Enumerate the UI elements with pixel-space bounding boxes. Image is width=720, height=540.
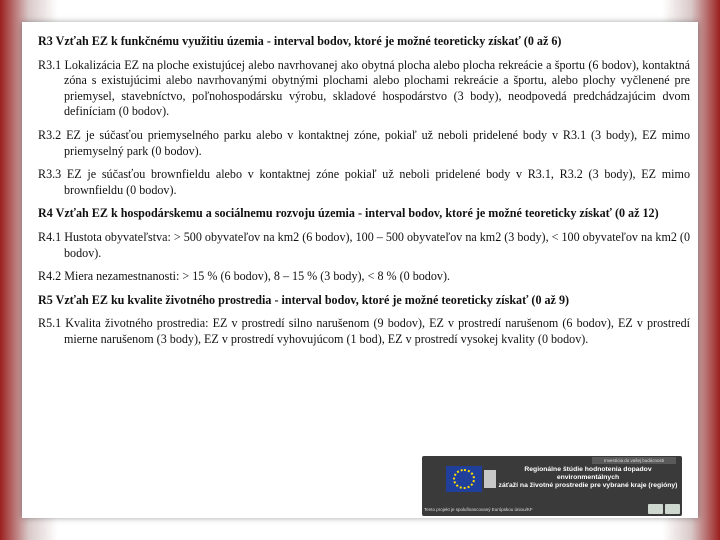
criterion-r3-3: R3.3 EZ je súčasťou brownfieldu alebo v kontaktnej zóne pokiaľ už neboli pridelené body v R3.1, R3.2 (3 body), EZ mimo brownfieldu (0 bodov). <box>38 167 690 197</box>
partner-logos <box>648 504 680 514</box>
footer-title-line-2: záťaží na životné prostredie pre vybrané kraje (regióny) <box>498 482 678 489</box>
slide <box>22 22 698 518</box>
footer-project-title <box>498 466 678 490</box>
criterion-r5-1: R5.1 Kvalita životného prostredia: EZ v prostredí silno narušenom (9 bodov), EZ v prostredí narušenom (6 bodov), EZ v prostredí mierne narušenom (3 body), EZ v prostredí vyhovujúcom (1 bod), EZ v prostredí vysokej kvality (0 bodov). <box>38 316 690 346</box>
operational-programme-logo-icon <box>484 470 496 488</box>
criterion-r4-1: R4.1 Hustota obyvateľstva: > 500 obyvateľov na km2 (6 bodov), 100 – 500 obyvateľov na km2 (3 body), < 100 obyvateľov na km2 (0 bodov). <box>38 229 690 260</box>
slide-content <box>38 34 690 356</box>
eu-flag-icon <box>446 466 482 492</box>
heading-r5: R5 Vzťah EZ ku kvalite životného prostredia - interval bodov, ktoré je možné teoreticky získať (0 až 9) <box>38 292 570 307</box>
project-footer-banner <box>422 456 682 516</box>
heading-r4: R4 Vzťah EZ k hospodárskemu a sociálnemu rozvoju územia - interval bodov, ktoré je možné teoreticky získať (0 až 12) <box>38 206 659 221</box>
footer-tagline: Investícia do vašej budúcnosti <box>592 457 676 464</box>
eu-stars-icon <box>453 469 475 489</box>
partner-logo-icon <box>665 504 680 514</box>
criterion-r3-2: R3.2 EZ je súčasťou priemyselného parku alebo v kontaktnej zóne, pokiaľ už neboli pridelené body v R3.1 (3 body), EZ mimo priemyselný park (0 bodov). <box>38 127 690 158</box>
heading-r3: R3 Vzťah EZ k funkčnému využitiu územia - interval bodov, ktoré je možné teoreticky získať (0 až 6) <box>38 34 562 48</box>
footer-cofinancing-note: Tento projekt je spolufinancovaný Európskou úniou/KF <box>424 507 533 512</box>
partner-logo-icon <box>648 504 663 514</box>
criterion-r4-2: R4.2 Miera nezamestnanosti: > 15 % (6 bodov), 8 – 15 % (3 body), < 8 % (0 bodov). <box>38 269 450 284</box>
footer-title-line-1: Regionálne štúdie hodnotenia dopadov environmentálnych <box>524 466 652 481</box>
criterion-r3-1: R3.1 Lokalizácia EZ na ploche existujúcej alebo navrhovanej ako obytná plocha alebo plocha rekreácie a športu (6 bodov), kontaktná zóna s existujúcimi alebo navrhovanými obytnými plochami alebo plochami rekreácie a športu, alebo plochy vyčlenené pre priemysel, stavebníctvo, poľnohospodársku výrobu, skladové hospodárstvo (3 body), neodpovedá predchádzajúcim dvom definíciam (0 bodov). <box>38 57 690 119</box>
